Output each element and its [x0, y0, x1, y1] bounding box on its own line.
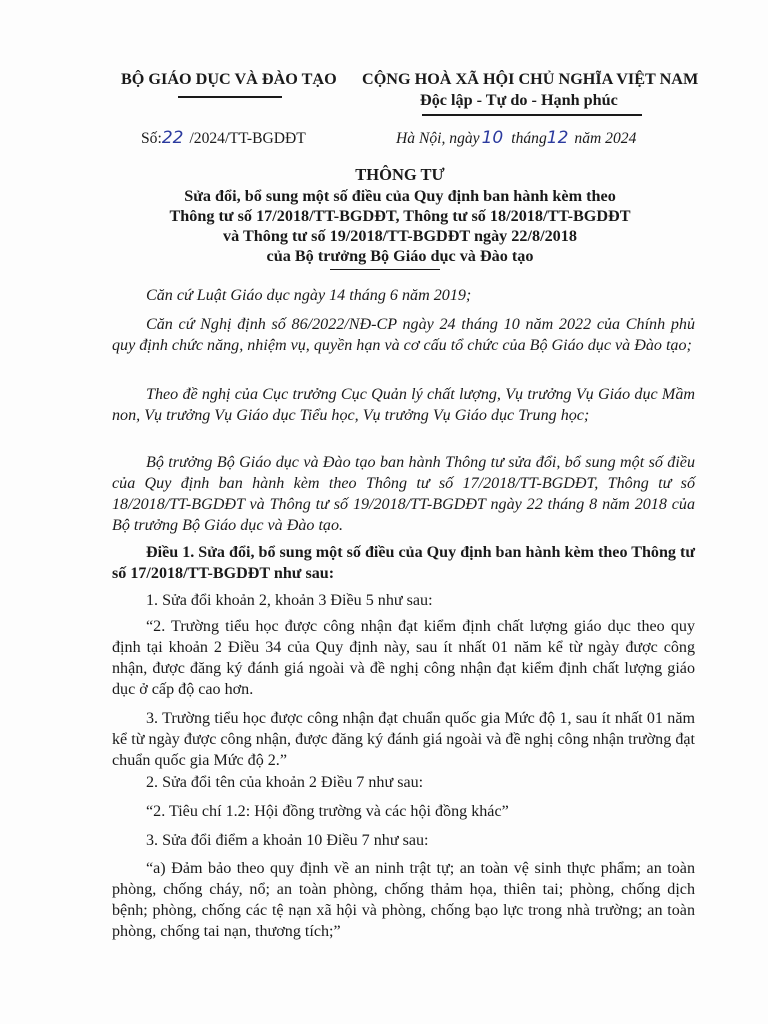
preamble-1: Căn cứ Luật Giáo dục ngày 14 tháng 6 năm 2019; — [146, 287, 472, 304]
ministry-underline — [178, 96, 282, 98]
motto: Độc lập - Tự do - Hạnh phúc — [420, 91, 618, 109]
article-1-item-2: 2. Sửa đổi tên của khoản 2 Điều 7 như sau: — [146, 774, 424, 791]
document-type: THÔNG TƯ — [355, 165, 445, 184]
date-year: năm 2024 — [574, 130, 637, 147]
date-day-handwritten: 10 — [481, 128, 504, 148]
title-line-1: Sửa đổi, bổ sung một số điều của Quy định ban hành kèm theo — [184, 187, 616, 205]
title-underline — [330, 269, 440, 270]
preamble-3: Theo đề nghị của Cục trưởng Cục Quản lý chất lượng, Vụ trưởng Vụ Giáo dục Mầm non, Vụ trưởng Vụ Giáo dục Tiểu học, Vụ trưởng Vụ Giáo dục Trung học; — [112, 386, 695, 424]
article-1-item-3: 3. Sửa đổi điểm a khoản 10 Điều 7 như sau: — [146, 832, 429, 849]
number-handwritten: 22 — [161, 128, 184, 148]
title-line-2: Thông tư số 17/2018/TT-BGDĐT, Thông tư số 18/2018/TT-BGDĐT — [169, 207, 631, 225]
motto-underline — [422, 114, 642, 116]
ministry-name: BỘ GIÁO DỤC VÀ ĐÀO TẠO — [121, 70, 337, 88]
number-suffix: /2024/TT-BGDĐT — [189, 130, 306, 147]
issue-date — [396, 128, 636, 148]
date-month-label: tháng — [511, 130, 547, 147]
republic-name: CỘNG HOÀ XÃ HỘI CHỦ NGHĨA VIỆT NAM — [362, 70, 699, 88]
article-1-item-1: 1. Sửa đổi khoản 2, khoản 3 Điều 5 như sau: — [146, 592, 433, 609]
article-1-point-a: “a) Đảm bảo theo quy định về an ninh trật tự; an toàn vệ sinh thực phẩm; an toàn phòng, chống cháy, nổ; an toàn phòng, chống thảm họa, thiên tai; phòng, chống dịch bệnh; phòng, chống các tệ nạn xã hội và phòng, chống bạo lực trong nhà trường; an toàn phòng, chống tai nạn, thương tích;” — [112, 860, 695, 940]
date-prefix: Hà Nội, ngày — [396, 130, 480, 147]
article-1-criterion: “2. Tiêu chí 1.2: Hội đồng trường và các hội đồng khác” — [146, 803, 509, 820]
article-1-heading: Điều 1. Sửa đổi, bổ sung một số điều của Quy định ban hành kèm theo Thông tư số 17/2018/TT-BGDĐT như sau: — [112, 544, 695, 582]
title-line-4: của Bộ trưởng Bộ Giáo dục và Đào tạo — [266, 247, 534, 265]
date-month-handwritten: 12 — [546, 128, 569, 148]
document-number — [141, 128, 306, 148]
article-1-clause-3: 3. Trường tiểu học được công nhận đạt chuẩn quốc gia Mức độ 1, sau ít nhất 01 năm kể từ ngày được công nhận, được đăng ký đánh giá ngoài và đề nghị công nhận trường đạt chuẩn quốc gia Mức độ 2.” — [112, 710, 695, 769]
article-1-clause-2: “2. Trường tiểu học được công nhận đạt kiểm định chất lượng giáo dục theo quy định tại khoản 2 Điều 34 của Quy định này, sau ít nhất 01 năm kể từ ngày được công nhận, được đăng ký đánh giá ngoài và đề nghị công nhận đạt kiểm định chất lượng giáo dục ở cấp độ cao hơn. — [112, 618, 695, 698]
preamble-4: Bộ trưởng Bộ Giáo dục và Đào tạo ban hành Thông tư sửa đổi, bổ sung một số điều của Quy định ban hành kèm theo Thông tư số 17/2018/TT-BGDĐT, Thông tư số 18/2018/TT-BGDĐT và Thông tư số 19/2018/TT-BGDĐT ngày 22 tháng 8 năm 2018 của Bộ trưởng Bộ Giáo dục và Đào tạo. — [112, 454, 695, 534]
preamble-2: Căn cứ Nghị định số 86/2022/NĐ-CP ngày 24 tháng 10 năm 2022 của Chính phủ quy định chức năng, nhiệm vụ, quyền hạn và cơ cấu tổ chức của Bộ Giáo dục và Đào tạo; — [112, 316, 695, 354]
title-line-3: và Thông tư số 19/2018/TT-BGDĐT ngày 22/8/2018 — [223, 227, 577, 245]
number-prefix: Số: — [141, 130, 162, 147]
